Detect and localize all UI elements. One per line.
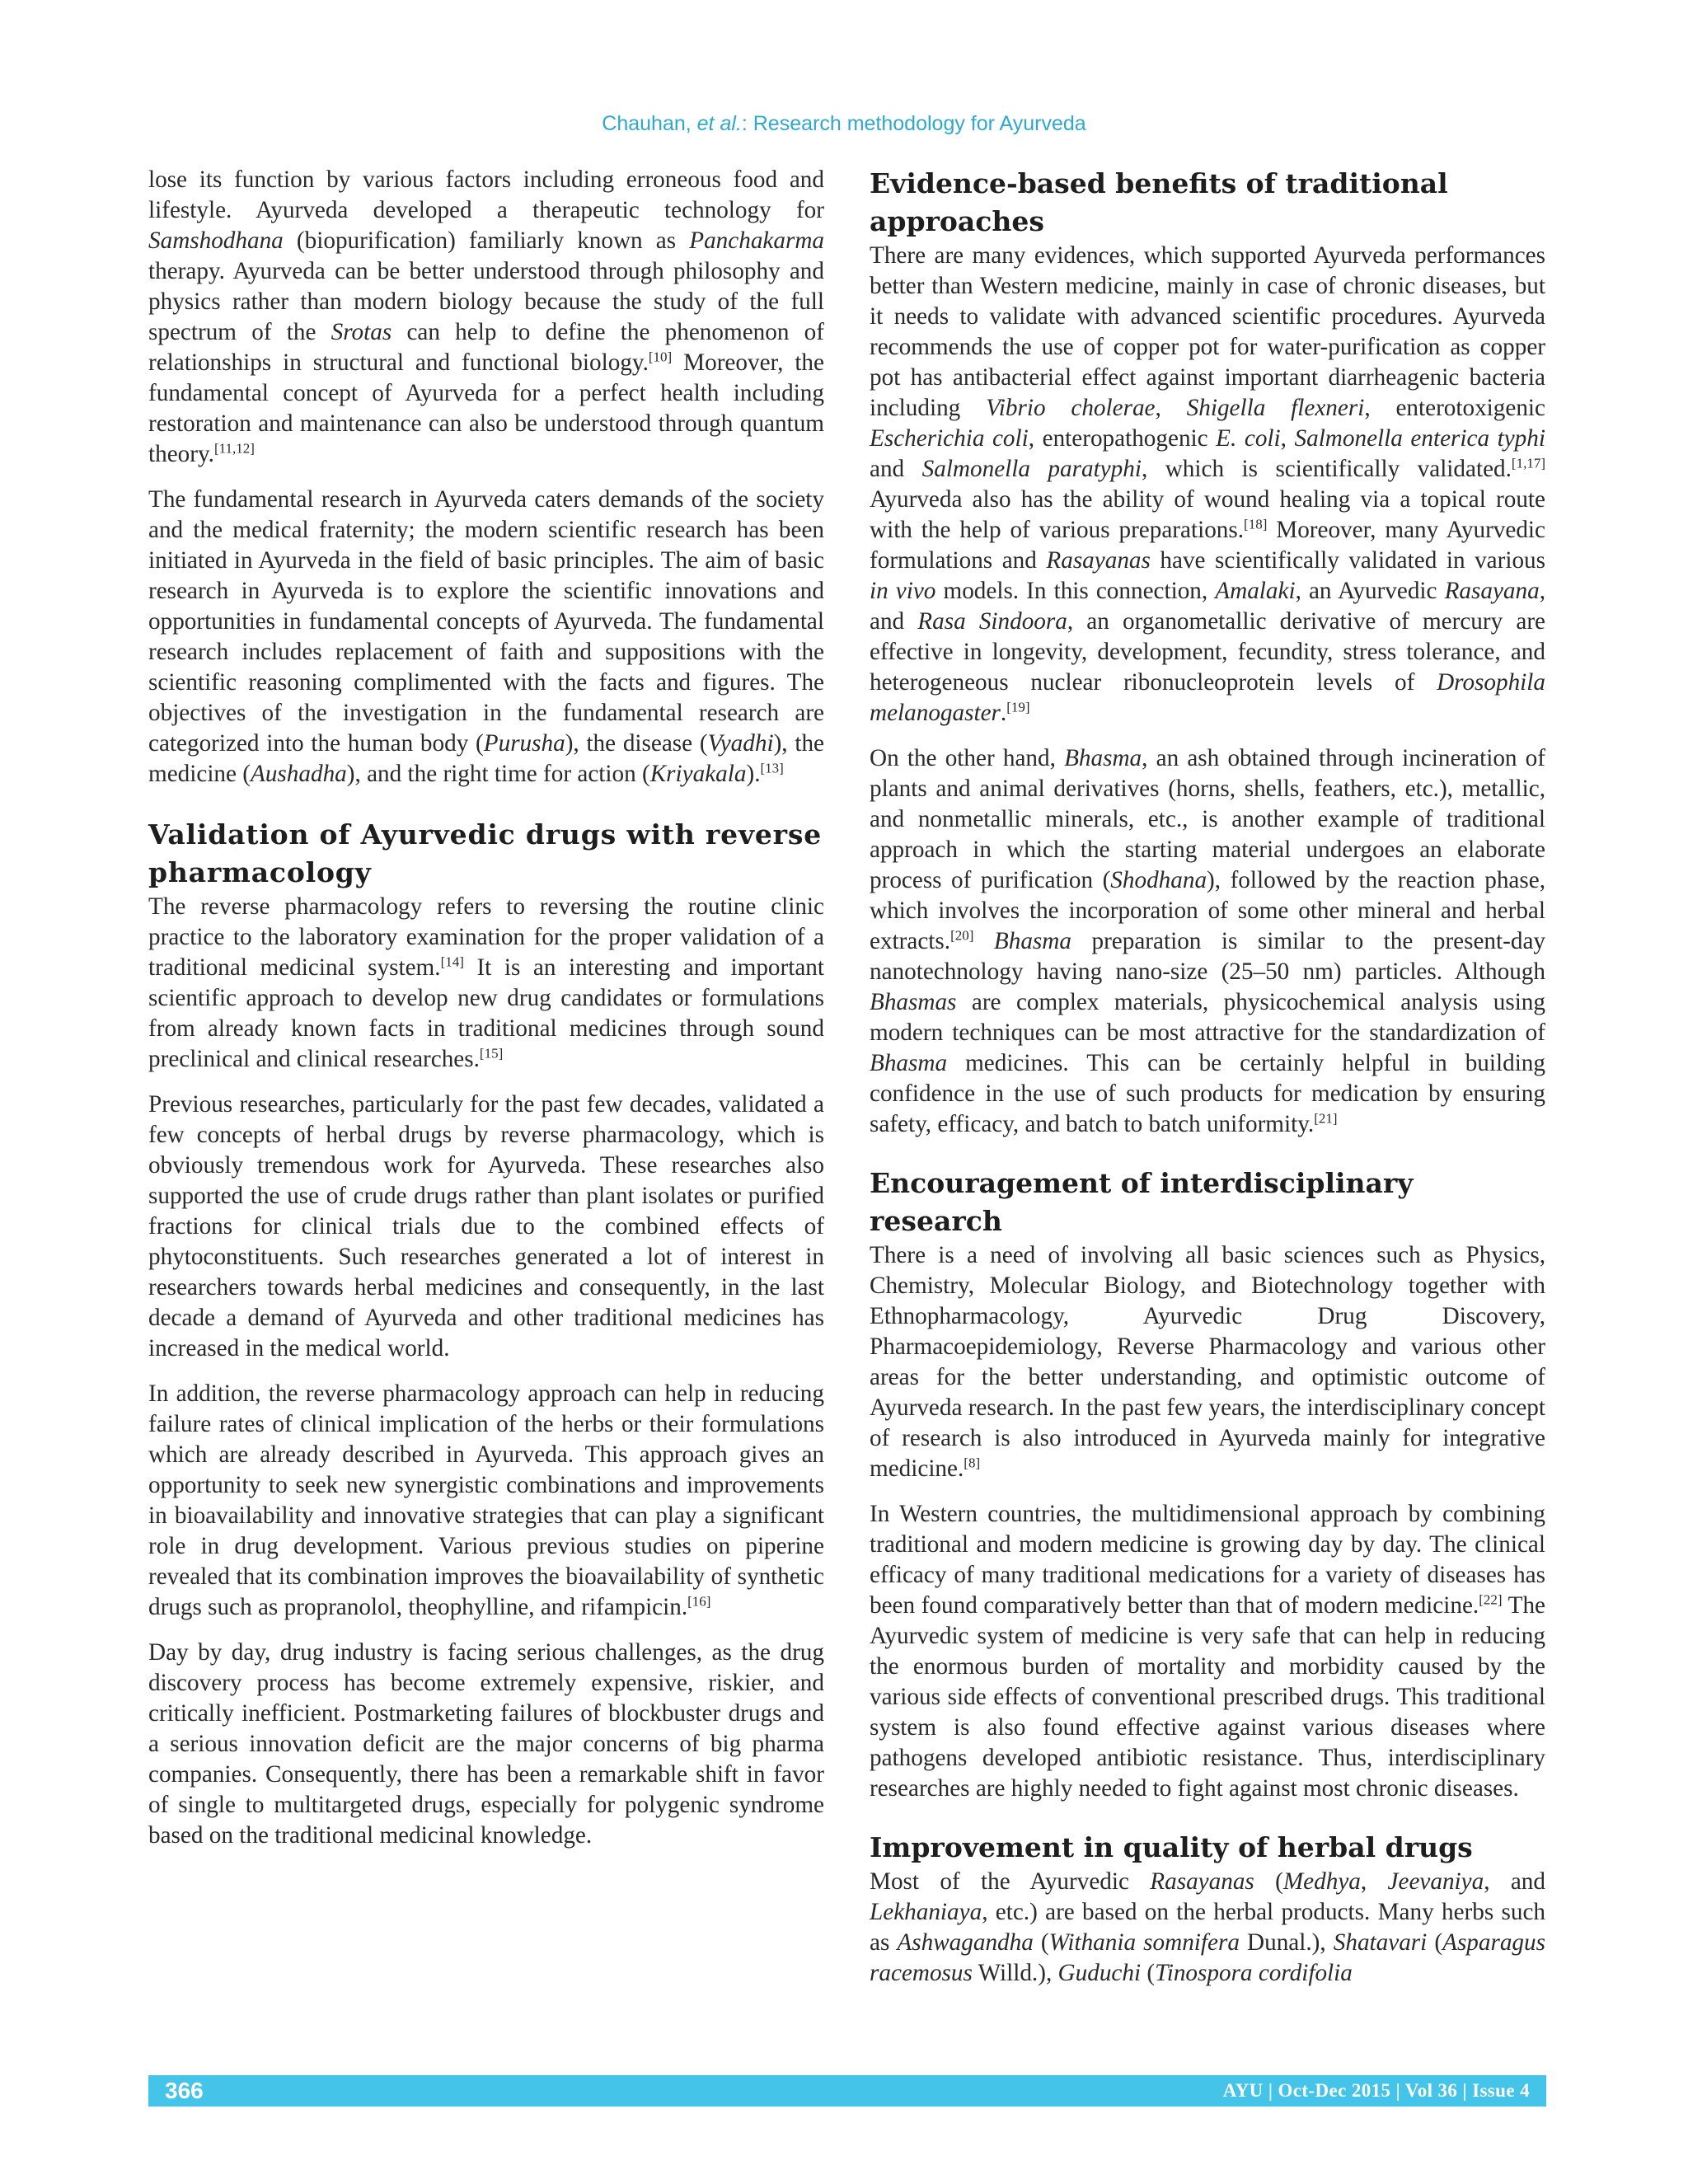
citation: [21] — [1314, 1110, 1338, 1127]
paragraph: In Western countries, the multidimensional approach by combining traditional and modern medicine is growing day by day. The clinical efficacy of many traditional medications for a variety of diseases has been found comparatively better than that of modern medicine.[22] The Ayurvedic system of medicine is very safe that can help in reducing the enormous burden of mortality and morbidity caused by the various side effects of conventional prescribed drugs. This traditional system is also found effective against various diseases where pathogens developed antibiotic resistance. Thus, interdisciplinary researches are highly needed to fight against most chronic diseases. — [870, 1501, 1545, 1802]
running-head-authors: Chauhan, — [602, 112, 697, 135]
paragraph: There is a need of involving all basic sciences such as Physics, Chemistry, Molecular Biology, and Biotechnology together with Ethnopharmacology, Ayurvedic Drug Discovery, Pharmacoepidemiology, Reverse Pharmacology and various other areas for the better understanding, and optimistic outcome of Ayurveda research. In the past few years, the interdisciplinary concept of research is also introduced in Ayurveda mainly for integrative medicine.[8] — [870, 1242, 1545, 1482]
running-head-etal: et al. — [696, 112, 742, 135]
citation: [19] — [1006, 699, 1030, 715]
citation: [14] — [440, 954, 464, 970]
citation: [15] — [479, 1045, 504, 1062]
journal-citation: AYU | Oct-Dec 2015 | Vol 36 | Issue 4 — [1222, 2080, 1530, 2101]
running-head — [0, 112, 1688, 136]
footer-bar — [148, 2075, 1546, 2107]
section-heading-interdisciplinary: Encouragement of interdisciplinary research — [870, 1167, 1414, 1237]
citation: [18] — [1244, 516, 1268, 532]
page-number: 366 — [165, 2078, 204, 2103]
citation: [8] — [964, 1455, 981, 1471]
section-heading-quality: Improvement in quality of herbal drugs — [870, 1831, 1473, 1863]
paragraph: There are many evidences, which supported Ayurveda performances better than Western medicine, mainly in case of chronic diseases, but it needs to validate with advanced scientific procedures. Ayurveda recommends the use of copper pot for water-purification as copper pot has antibacterial effect against important diarrheagenic bacteria including Vibrio cholerae, Shigella flexneri, enterotoxigenic Escherichia coli, enteropathogenic E. coli, Salmonella enterica typhi and Salmonella paratyphi, which is scientifically validated.[1,17] Ayurveda also has the ability of wound healing via a topical route with the help of various preparations.[18] Moreover, many Ayurvedic formulations and Rasayanas have scientifically validated in various in vivo models. In this connection, Amalaki, an Ayurvedic Rasayana, and Rasa Sindoora, an organometallic derivative of mercury are effective in longevity, development, fecundity, stress tolerance, and heterogeneous nuclear ribonucleoprotein levels of Drosophila melanogaster.[19] — [870, 242, 1546, 726]
section-heading-validation: Validation of Ayurvedic drugs with reverse pharmacology — [148, 818, 823, 888]
citation: [22] — [1479, 1591, 1503, 1608]
citation: [16] — [687, 1593, 711, 1610]
paragraph: Day by day, drug industry is facing serious challenges, as the drug discovery process has become extremely expensive, riskier, and critically inefficient. Postmarketing failures of blockbuster drugs and a serious innovation deficit are the major concerns of big pharma companies. Consequently, there has been a remarkable shift in favor of single to multitargeted drugs, especially for polygenic syndrome based on the traditional medicinal knowledge. — [148, 1639, 824, 1849]
paragraph: The fundamental research in Ayurveda caters demands of the society and the medical fraternity; the modern scientific research has been initiated in Ayurveda in the field of basic principles. The aim of basic research in Ayurveda is to explore the scientific innovations and opportunities in fundamental concepts of Ayurveda. The fundamental research includes replacement of faith and suppositions with the scientific reasoning complimented with the facts and figures. The objectives of the investigation in the fundamental research are categorized into the human body (Purusha), the disease (Vyadhi), the medicine (Aushadha), and the right time for action (Kriyakala).[13] — [148, 486, 824, 787]
paragraph: lose its function by various factors including erroneous food and lifestyle. Ayurveda developed a therapeutic technology for Samshodhana (biopurification) familiarly known as Panchakarma therapy. Ayurveda can be better understood through philosophy and physics rather than modern biology because the study of the full spectrum of the Srotas can help to define the phenomenon of relationships in structural and functional biology.[10] Moreover, the fundamental concept of Ayurveda for a perfect health including restoration and maintenance can also be understood through quantum theory.[11,12] — [148, 166, 824, 467]
paragraph: On the other hand, Bhasma, an ash obtained through incineration of plants and animal derivatives (horns, shells, feathers, etc.), metallic, and nonmetallic minerals, etc., is another example of traditional approach in which the starting material undergoes an elaborate process of purification (Shodhana), followed by the reaction phase, which involves the incorporation of some other mineral and herbal extracts.[20] Bhasma preparation is similar to the present-day nanotechnology having nano-size (25–50 nm) particles. Although Bhasmas are complex materials, physicochemical analysis using modern techniques can be most attractive for the standardization of Bhasma medicines. This can be certainly helpful in building confidence in the use of such products for medication by ensuring safety, efficacy, and batch to batch uniformity.[21] — [870, 745, 1546, 1137]
citation: [1,17] — [1511, 455, 1545, 471]
section-heading-evidence: Evidence-based benefits of traditional approaches — [870, 167, 1448, 237]
left-column — [148, 165, 824, 1851]
paragraph: Most of the Ayurvedic Rasayanas (Medhya, Jeevaniya, and Lekhaniaya, etc.) are based on the herbal products. Many herbs such as Ashwagandha (Withania somnifera Dunal.), Shatavari (Asparagus racemosus Willd.), Guduchi (Tinospora cordifolia — [870, 1868, 1545, 1986]
paragraph: In addition, the reverse pharmacology approach can help in reducing failure rates of clinical implication of the herbs or their formulations which are already described in Ayurveda. This approach gives an opportunity to seek new synergistic combinations and improvements in bioavailability and innovative strategies that can play a significant role in drug development. Various previous studies on piperine revealed that its combination improves the bioavailability of synthetic drugs such as propranolol, theophylline, and rifampicin.[16] — [148, 1380, 824, 1620]
paragraph: Previous researches, particularly for the past few decades, validated a few concepts of herbal drugs by reverse pharmacology, which is obviously tremendous work for Ayurveda. These researches also supported the use of crude drugs rather than plant isolates or purified fractions for clinical trials due to the combined effects of phytoconstituents. Such researches generated a lot of interest in researchers towards herbal medicines and consequently, in the last decade a demand of Ayurveda and other traditional medicines has increased in the medical world. — [148, 1091, 824, 1361]
citation: [13] — [760, 760, 784, 776]
running-head-title: : Research methodology for Ayurveda — [741, 112, 1086, 135]
citation: [20] — [950, 927, 974, 944]
citation: [11,12] — [213, 440, 255, 457]
citation: [10] — [648, 349, 673, 365]
paragraph: The reverse pharmacology refers to reversing the routine clinic practice to the laboratory examination for the proper validation of a traditional medicinal system.[14] It is an interesting and important scientific approach to develop new drug candidates or formulations from already known facts in traditional medicines through sound preclinical and clinical researches.[15] — [148, 893, 824, 1072]
right-column — [870, 165, 1545, 1989]
